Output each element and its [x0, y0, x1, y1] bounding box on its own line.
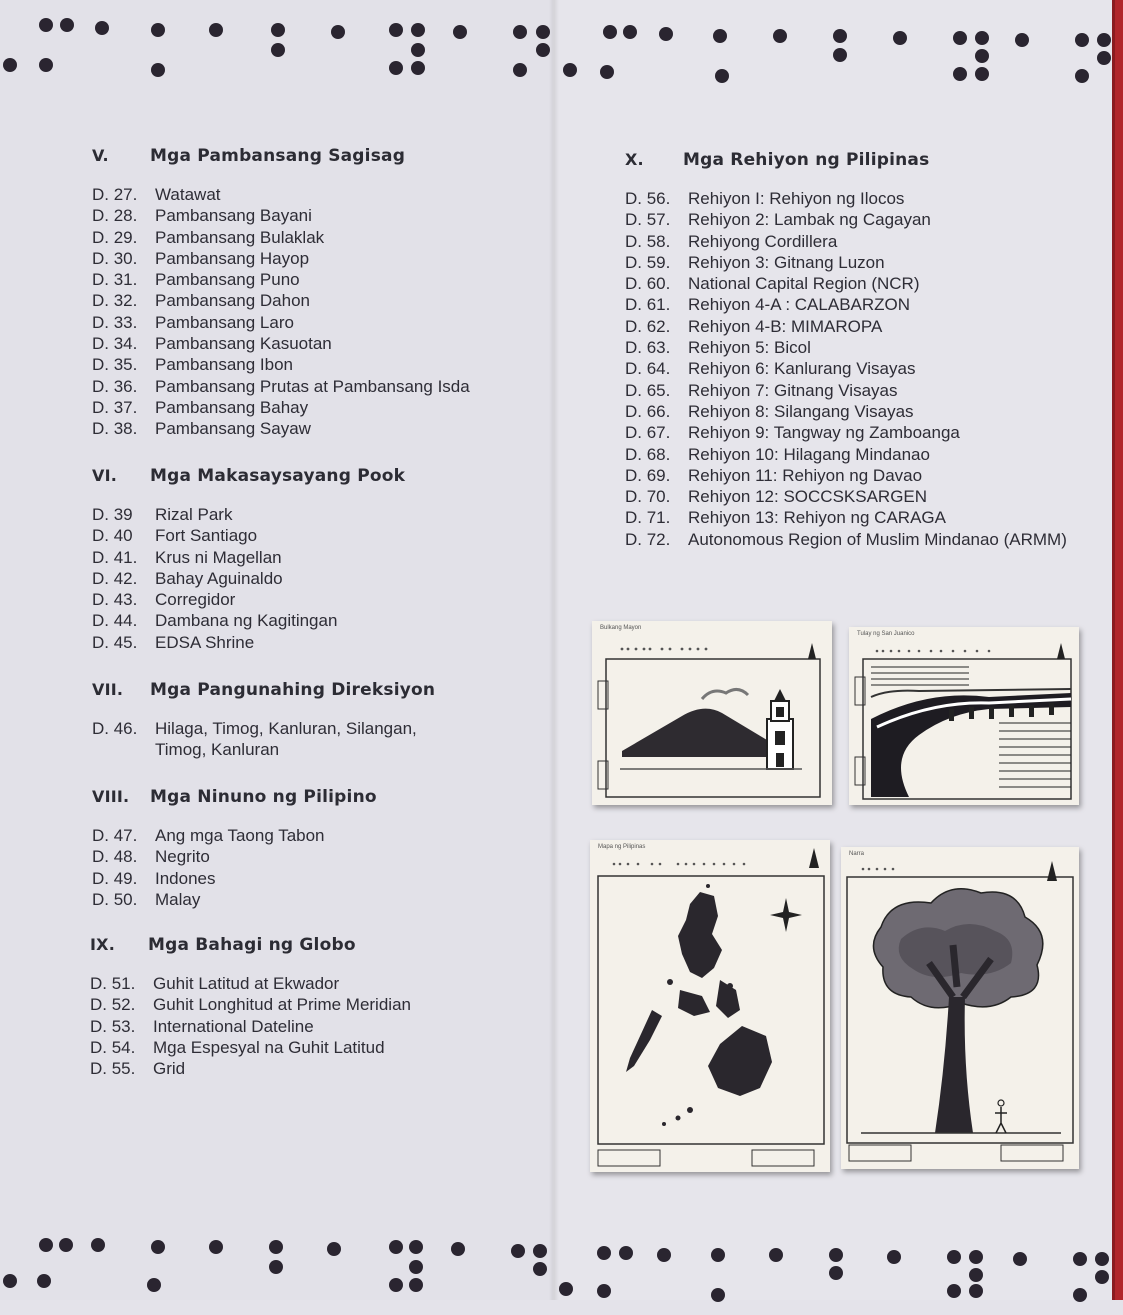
card-title: Bulkang Mayon: [600, 625, 642, 631]
braille-dot: [603, 25, 617, 39]
braille-dot: [975, 31, 989, 45]
list-item: [625, 380, 1067, 401]
entry-label: Guhit Latitud at Ekwador: [153, 974, 340, 993]
list-item: [625, 294, 1067, 315]
braille-dot: [39, 58, 53, 72]
list-item: [92, 889, 377, 910]
entry-label: Pambansang Bahay: [155, 397, 309, 417]
entry-code: D. 49.: [92, 868, 138, 888]
entry-label: EDSA Shrine: [155, 632, 255, 652]
entry-label: Fort Santiago: [155, 526, 258, 546]
narra-tree-illustration: [841, 847, 1079, 1169]
card-title: Tulay ng San Juanico: [857, 631, 915, 637]
list-item: [92, 632, 405, 653]
braille-dot: [536, 25, 550, 39]
entry-code: D. 32.: [92, 291, 138, 311]
section-title: Mga Rehiyon ng Pilipinas: [683, 150, 930, 170]
list-item: [92, 205, 470, 226]
braille-dot: [975, 67, 989, 81]
list-item: [92, 589, 405, 610]
entry-code: D. 48.: [92, 847, 138, 867]
section-heading: [90, 935, 411, 955]
braille-dot: [209, 1240, 223, 1254]
entry-label: Autonomous Region of Muslim Mindanao (ARMM): [688, 529, 1067, 549]
braille-dot: [1073, 1252, 1087, 1266]
entry-code: D. 52.: [90, 995, 136, 1015]
braille-dot: [451, 1242, 465, 1256]
entry-code: D. 27.: [92, 185, 138, 204]
list-item: [92, 610, 405, 631]
braille-dot: [37, 1274, 51, 1288]
braille-dot: [563, 63, 577, 77]
entry-code: D. 54.: [90, 1037, 136, 1057]
entry-label: Bahay Aguinaldo: [155, 568, 283, 588]
braille-dot: [715, 69, 729, 83]
entry-code: D. 42.: [92, 568, 138, 588]
section-title: Mga Bahagi ng Globo: [148, 935, 356, 955]
entry-label: Pambansang Ibon: [155, 355, 293, 375]
section-numeral: X.: [625, 150, 644, 169]
entry-code: D. 51.: [90, 974, 136, 993]
braille-dot: [327, 1242, 341, 1256]
braille-dot: [151, 1240, 165, 1254]
entry-label: Pambansang Bayani: [155, 206, 312, 226]
braille-dot: [3, 58, 17, 72]
list-item: [625, 188, 1067, 209]
section-heading: [625, 150, 1067, 170]
braille-dot: [151, 63, 165, 77]
list-item: [92, 525, 405, 546]
section-title: Mga Makasaysayang Pook: [150, 466, 406, 486]
list-item: [90, 1016, 411, 1037]
braille-dot: [95, 21, 109, 35]
entry-code: D. 69.: [625, 465, 671, 485]
tactile-card-bridge: [849, 627, 1079, 805]
entry-label: Malay: [155, 889, 201, 909]
entry-label: Grid: [153, 1059, 186, 1079]
braille-dot: [893, 31, 907, 45]
braille-dot: [947, 1250, 961, 1264]
list-item: [625, 231, 1067, 252]
list-item: [625, 422, 1067, 443]
entry-label: Pambansang Laro: [155, 312, 294, 332]
entry-code: D. 59.: [625, 252, 671, 272]
list-item: [92, 547, 405, 568]
entry-label: Rehiyon 8: Silangang Visayas: [688, 401, 914, 421]
braille-dot: [623, 25, 637, 39]
entry-code: D. 36.: [92, 376, 138, 396]
list-item: [625, 486, 1067, 507]
entry-code: D. 35.: [92, 355, 138, 375]
list-item: [92, 504, 405, 525]
entry-code: D. 67.: [625, 423, 671, 443]
entry-label: Negrito: [155, 847, 210, 867]
entry-code: D. 28.: [92, 206, 138, 226]
braille-dot: [1075, 69, 1089, 83]
entry-label: Ang mga Taong Tabon: [155, 826, 325, 845]
braille-dot: [657, 1248, 671, 1262]
braille-dot: [829, 1266, 843, 1280]
entry-code: D. 45.: [92, 632, 138, 652]
entry-label: Mga Espesyal na Guhit Latitud: [153, 1037, 385, 1057]
braille-dot: [411, 61, 425, 75]
entry-label: Rehiyon 2: Lambak ng Cagayan: [688, 210, 931, 230]
braille-dot: [1075, 33, 1089, 47]
braille-dot: [389, 23, 403, 37]
braille-dot: [829, 1248, 843, 1262]
entry-label: Dambana ng Kagitingan: [155, 611, 338, 631]
section-bahagi-ng-globo: [90, 935, 411, 1079]
braille-dot: [773, 29, 787, 43]
braille-dot: [3, 1274, 17, 1288]
braille-dot: [533, 1244, 547, 1258]
braille-dot: [411, 43, 425, 57]
entry-code: D. 47.: [92, 826, 138, 845]
list-item: [90, 973, 411, 994]
entry-label: Rehiyon I: Rehiyon ng Ilocos: [688, 189, 905, 208]
entry-code: D. 63.: [625, 338, 671, 358]
entry-code: D. 68.: [625, 444, 671, 464]
list-item: [92, 354, 470, 375]
tactile-card-tree: [841, 847, 1079, 1169]
braille-dot: [147, 1278, 161, 1292]
list-item: [92, 333, 470, 354]
section-makasaysayang-pook: [92, 466, 405, 653]
entry-code: D. 57.: [625, 210, 671, 230]
braille-dot: [969, 1250, 983, 1264]
entry-list: [90, 973, 411, 1079]
braille-dot: [513, 63, 527, 77]
page-fold: [549, 0, 559, 1300]
braille-dot: [769, 1248, 783, 1262]
braille-dot: [411, 23, 425, 37]
list-item: [92, 312, 470, 333]
entry-code: D. 34.: [92, 334, 138, 354]
list-item: [625, 465, 1067, 486]
section-ninuno-ng-pilipino: [92, 787, 377, 910]
entry-code: D. 72.: [625, 529, 671, 549]
entry-code: D. 64.: [625, 359, 671, 379]
braille-dot: [409, 1240, 423, 1254]
braille-dot: [331, 25, 345, 39]
list-item: [625, 209, 1067, 230]
section-pambansang-sagisag: [92, 146, 470, 440]
section-numeral: VI.: [92, 466, 118, 485]
braille-dot: [887, 1250, 901, 1264]
braille-dot: [39, 18, 53, 32]
entry-label: Watawat: [155, 185, 221, 204]
braille-dot: [59, 1238, 73, 1252]
entry-label: Pambansang Hayop: [155, 248, 310, 268]
entry-code: D. 31.: [92, 270, 138, 290]
entry-code: D. 38.: [92, 419, 138, 439]
braille-dot: [151, 23, 165, 37]
list-item: [625, 316, 1067, 337]
braille-dot: [269, 1260, 283, 1274]
entry-label: Pambansang Puno: [155, 270, 300, 290]
section-rehiyon-ng-pilipinas: [625, 150, 1067, 550]
entry-list: [625, 188, 1067, 550]
list-item: [92, 376, 470, 397]
section-heading: [92, 787, 377, 807]
entry-code: D. 66.: [625, 401, 671, 421]
entry-label: Krus ni Magellan: [155, 547, 282, 567]
entry-list: [92, 184, 470, 440]
braille-dot: [947, 1284, 961, 1298]
entry-code: D. 43.: [92, 590, 138, 610]
bridge-illustration: [849, 627, 1079, 805]
braille-dot: [619, 1246, 633, 1260]
braille-dot: [209, 23, 223, 37]
list-item: [90, 1037, 411, 1058]
entry-label: Indones: [155, 868, 216, 888]
entry-list: [92, 825, 377, 910]
list-item: [625, 529, 1067, 550]
entry-label: Rehiyon 10: Hilagang Mindanao: [688, 444, 930, 464]
entry-label: Rehiyon 4-A : CALABARZON: [688, 295, 911, 315]
entry-label: Corregidor: [155, 590, 236, 610]
braille-dot: [60, 18, 74, 32]
section-heading: [92, 680, 435, 700]
list-item: [92, 184, 470, 205]
entry-label: Rehiyon 9: Tangway ng Zamboanga: [688, 423, 960, 443]
entry-code: D. 71.: [625, 508, 671, 528]
braille-dot: [39, 1238, 53, 1252]
braille-dot: [600, 65, 614, 79]
entry-code: D. 33.: [92, 312, 138, 332]
braille-dot: [713, 29, 727, 43]
list-item: [92, 248, 470, 269]
section-heading: [92, 146, 470, 166]
braille-dot: [1097, 51, 1111, 65]
entry-code: D. 30.: [92, 248, 138, 268]
entry-label: Pambansang Kasuotan: [155, 334, 332, 354]
entry-code: D. 60.: [625, 274, 671, 294]
list-item: [625, 507, 1067, 528]
braille-dot: [833, 48, 847, 62]
list-item: [92, 868, 377, 889]
braille-dot: [559, 1282, 573, 1296]
list-item: [92, 568, 405, 589]
entry-code: D. 46.: [92, 719, 138, 738]
braille-dot: [271, 23, 285, 37]
braille-dot: [453, 25, 467, 39]
list-item: [625, 273, 1067, 294]
section-heading: [92, 466, 405, 486]
section-title: Mga Pambansang Sagisag: [150, 146, 406, 166]
list-item: [92, 718, 435, 761]
braille-dot: [711, 1248, 725, 1262]
list-item: [625, 401, 1067, 422]
entry-code: D. 44.: [92, 611, 138, 631]
entry-label: Rehiyon 7: Gitnang Visayas: [688, 380, 898, 400]
braille-dot: [1095, 1270, 1109, 1284]
braille-dot: [511, 1244, 525, 1258]
entry-label: Rehiyong Cordillera: [688, 231, 838, 251]
braille-dot: [597, 1284, 611, 1298]
list-item: [90, 1058, 411, 1079]
braille-dot: [389, 61, 403, 75]
braille-dot: [1015, 33, 1029, 47]
entry-code: D. 70.: [625, 487, 671, 507]
entry-code: D. 41.: [92, 547, 138, 567]
braille-dot: [389, 1278, 403, 1292]
entry-label: Pambansang Prutas at Pambansang Isda: [155, 376, 470, 396]
braille-dot: [1013, 1252, 1027, 1266]
entry-label: Pambansang Bulaklak: [155, 227, 325, 247]
entry-code: D. 29.: [92, 227, 138, 247]
section-pangunahing-direksiyon: [92, 680, 435, 761]
section-numeral: IX.: [90, 935, 115, 954]
entry-label: Pambansang Sayaw: [155, 419, 311, 439]
list-item: [92, 227, 470, 248]
section-numeral: VIII.: [92, 787, 130, 806]
list-item: [625, 444, 1067, 465]
list-item: [92, 269, 470, 290]
braille-border-top: [0, 0, 1112, 90]
volcano-bell-tower-illustration: [592, 621, 832, 805]
entry-label: Hilaga, Timog, Kanluran, Silangan, Timog, Kanluran: [155, 719, 417, 760]
entry-label: Guhit Longhitud at Prime Meridian: [153, 995, 411, 1015]
list-item: [92, 418, 470, 439]
braille-dot: [409, 1260, 423, 1274]
list-item: [625, 252, 1067, 273]
braille-dot: [271, 43, 285, 57]
braille-dot: [1095, 1252, 1109, 1266]
entry-list: [92, 504, 405, 653]
braille-dot: [513, 25, 527, 39]
braille-dot: [533, 1262, 547, 1276]
tactile-card-volcano: [592, 621, 832, 805]
entry-code: D. 56.: [625, 189, 671, 208]
braille-dot: [91, 1238, 105, 1252]
entry-code: D. 62.: [625, 316, 671, 336]
braille-dot: [1097, 33, 1111, 47]
entry-code: D. 39: [92, 505, 133, 524]
list-item: [92, 825, 377, 846]
entry-list: [92, 718, 435, 761]
philippine-map-illustration: [590, 840, 830, 1172]
entry-code: D. 55.: [90, 1059, 136, 1079]
entry-label: Rehiyon 3: Gitnang Luzon: [688, 252, 885, 272]
entry-label: National Capital Region (NCR): [688, 274, 920, 294]
braille-dot: [269, 1240, 283, 1254]
entry-label: Rehiyon 13: Rehiyon ng CARAGA: [688, 508, 946, 528]
card-title: Mapa ng Pilipinas: [598, 844, 646, 850]
section-numeral: V.: [92, 146, 109, 165]
braille-dot: [409, 1278, 423, 1292]
entry-label: Rehiyon 5: Bicol: [688, 338, 811, 358]
list-item: [90, 994, 411, 1015]
entry-label: Rehiyon 4-B: MIMAROPA: [688, 316, 883, 336]
braille-dot: [975, 49, 989, 63]
braille-dot: [969, 1284, 983, 1298]
braille-dot: [597, 1246, 611, 1260]
section-title: Mga Pangunahing Direksiyon: [150, 680, 436, 700]
red-spine-edge: [1112, 0, 1123, 1300]
entry-code: D. 65.: [625, 380, 671, 400]
entry-label: Rehiyon 6: Kanlurang Visayas: [688, 359, 916, 379]
entry-code: D. 53.: [90, 1016, 136, 1036]
card-title: Narra: [849, 851, 865, 857]
entry-code: D. 37.: [92, 397, 138, 417]
list-item: [92, 846, 377, 867]
entry-code: D. 40: [92, 526, 133, 546]
braille-dot: [659, 27, 673, 41]
entry-label: International Dateline: [153, 1016, 314, 1036]
entry-code: D. 50.: [92, 889, 138, 909]
entry-code: D. 61.: [625, 295, 671, 315]
list-item: [625, 358, 1067, 379]
braille-dot: [536, 43, 550, 57]
braille-dot: [969, 1268, 983, 1282]
section-title: Mga Ninuno ng Pilipino: [150, 787, 377, 807]
braille-border-bottom: [0, 1225, 1112, 1315]
list-item: [92, 397, 470, 418]
braille-dot: [953, 67, 967, 81]
entry-label: Rehiyon 12: SOCCSKSARGEN: [688, 487, 928, 507]
braille-dot: [953, 31, 967, 45]
entry-label: Rizal Park: [155, 505, 233, 524]
tactile-card-map: [590, 840, 830, 1172]
list-item: [92, 290, 470, 311]
braille-dot: [833, 29, 847, 43]
section-numeral: VII.: [92, 680, 124, 699]
entry-label: Rehiyon 11: Rehiyon ng Davao: [688, 465, 923, 485]
braille-dot: [389, 1240, 403, 1254]
entry-label: Pambansang Dahon: [155, 291, 311, 311]
list-item: [625, 337, 1067, 358]
entry-code: D. 58.: [625, 231, 671, 251]
